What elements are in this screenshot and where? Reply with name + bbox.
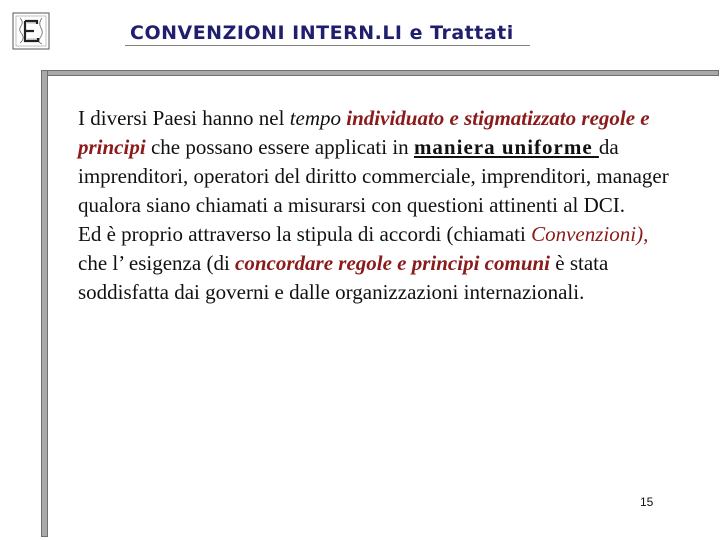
text-run: che l’ esigenza (di <box>78 251 236 275</box>
emphasis-text-plain: Convenzioni), <box>531 222 649 246</box>
frame-top-bar <box>41 70 719 76</box>
text-run: che possano essere applicati in <box>145 135 414 159</box>
text-run: è stata soddisfatta dai governi e dalle organizzazioni internazionali. <box>78 251 609 304</box>
slide-title: CONVENZIONI INTERN.LI e Trattati <box>130 22 514 44</box>
engraved-letter-e-icon <box>12 12 50 50</box>
frame-left-bar <box>41 70 48 537</box>
emphasis-text: concordare regole e principi comuni <box>235 251 551 275</box>
text-run-italic: tempo <box>289 106 347 130</box>
title-underline <box>125 45 530 46</box>
text-run: Ed è proprio attraverso la stipula di accordi (chiamati <box>78 222 532 246</box>
underlined-text: maniera uniforme <box>413 135 599 159</box>
page-number: 15 <box>640 495 654 509</box>
slide-body <box>78 104 678 307</box>
emphasis-text: individuato e stigmatizzato regole e principi <box>78 106 650 159</box>
body-paragraph-1 <box>78 104 678 220</box>
body-paragraph-2 <box>78 220 678 307</box>
text-run: I diversi Paesi hanno nel <box>78 106 290 130</box>
text-run: da imprenditori, operatori del diritto commerciale, imprenditori, manager qualora siano chiamati a misurarsi con questioni attinenti al DCI. <box>78 135 669 217</box>
